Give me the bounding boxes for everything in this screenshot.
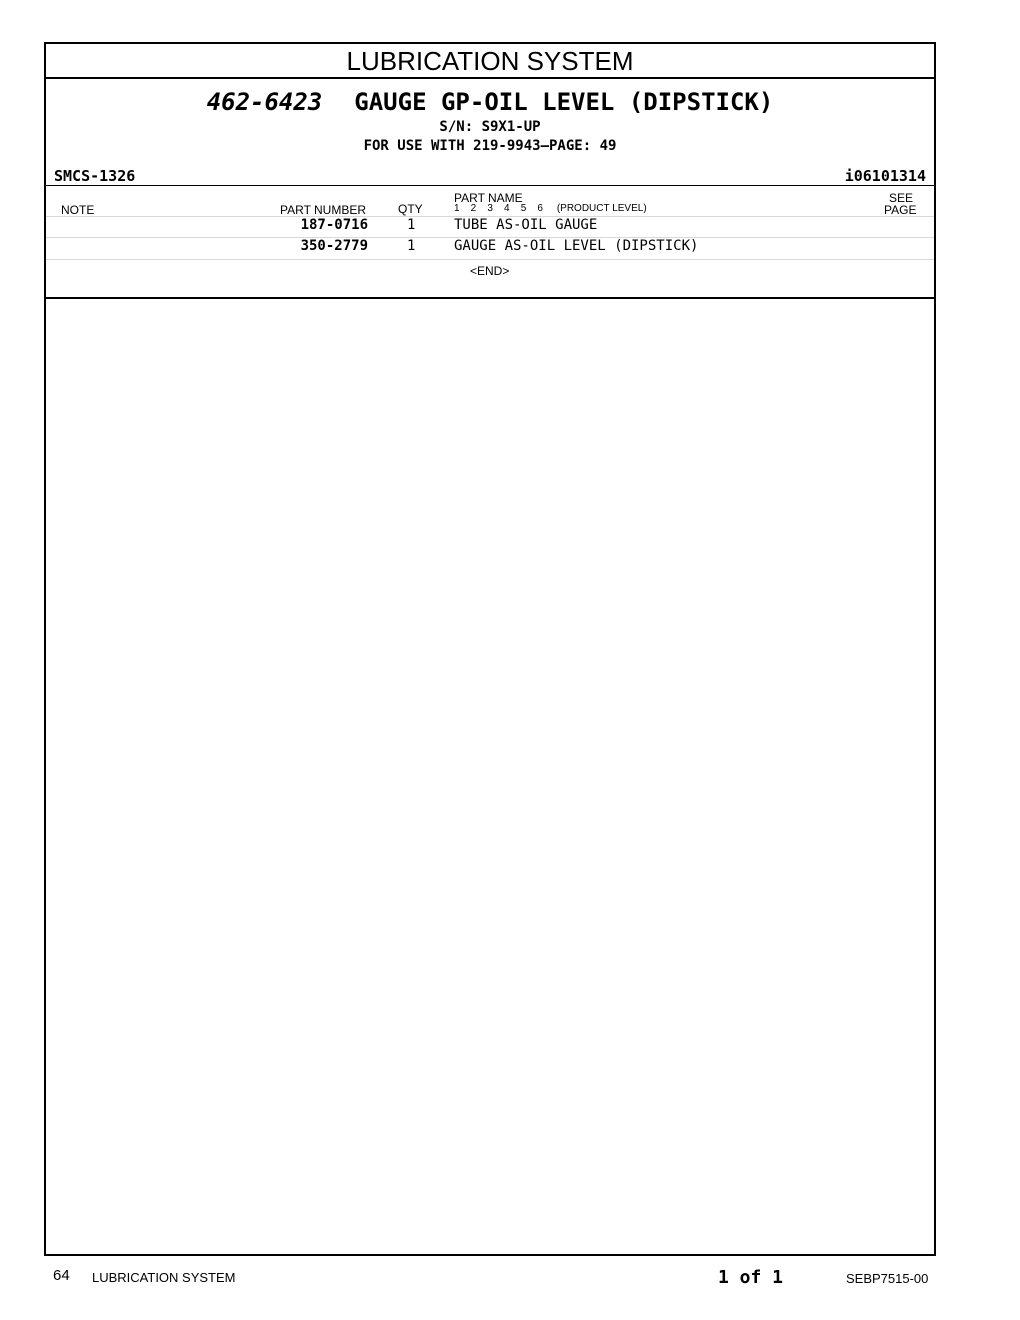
footer-page-number: 64 [53, 1267, 70, 1284]
section-title: LUBRICATION SYSTEM [46, 44, 934, 79]
footer-document-id: SEBP7515-00 [846, 1271, 929, 1286]
row-divider [46, 259, 934, 260]
serial-number: S/N: S9X1-UP [439, 119, 541, 135]
group-name: GAUGE GP-OIL LEVEL (DIPSTICK) [354, 88, 774, 116]
parts-page-frame [44, 42, 936, 1256]
group-number: 462-6423 [206, 88, 323, 116]
col-qty: QTY [398, 202, 423, 216]
col-note: NOTE [61, 203, 95, 217]
col-part-name: PART NAME [454, 191, 523, 205]
illustration-id: i06101314 [844, 167, 926, 185]
col-page: PAGE [884, 203, 917, 217]
qty-cell: 1 [407, 238, 416, 254]
qty-cell: 1 [407, 217, 416, 233]
header-divider [46, 185, 934, 186]
col-part-number: PART NUMBER [280, 203, 367, 217]
footer-section: LUBRICATION SYSTEM [92, 1270, 236, 1285]
footer-page-of: 1 of 1 [718, 1267, 784, 1288]
part-name-cell: GAUGE AS-OIL LEVEL (DIPSTICK) [454, 238, 699, 254]
group-heading [46, 88, 934, 116]
col-product-levels: 1 2 3 4 5 6 (PRODUCT LEVEL) [454, 203, 647, 214]
end-marker: <END> [470, 264, 510, 278]
table-bottom-rule [46, 297, 934, 299]
part-number-cell: 187-0716 [300, 217, 368, 233]
part-name-cell: TUBE AS-OIL GAUGE [454, 217, 598, 233]
col-see: SEE [889, 191, 914, 205]
for-use-with: FOR USE WITH 219-9943—PAGE: 49 [363, 138, 617, 154]
smcs-code: SMCS-1326 [54, 167, 136, 185]
part-number-cell: 350-2779 [300, 238, 368, 254]
